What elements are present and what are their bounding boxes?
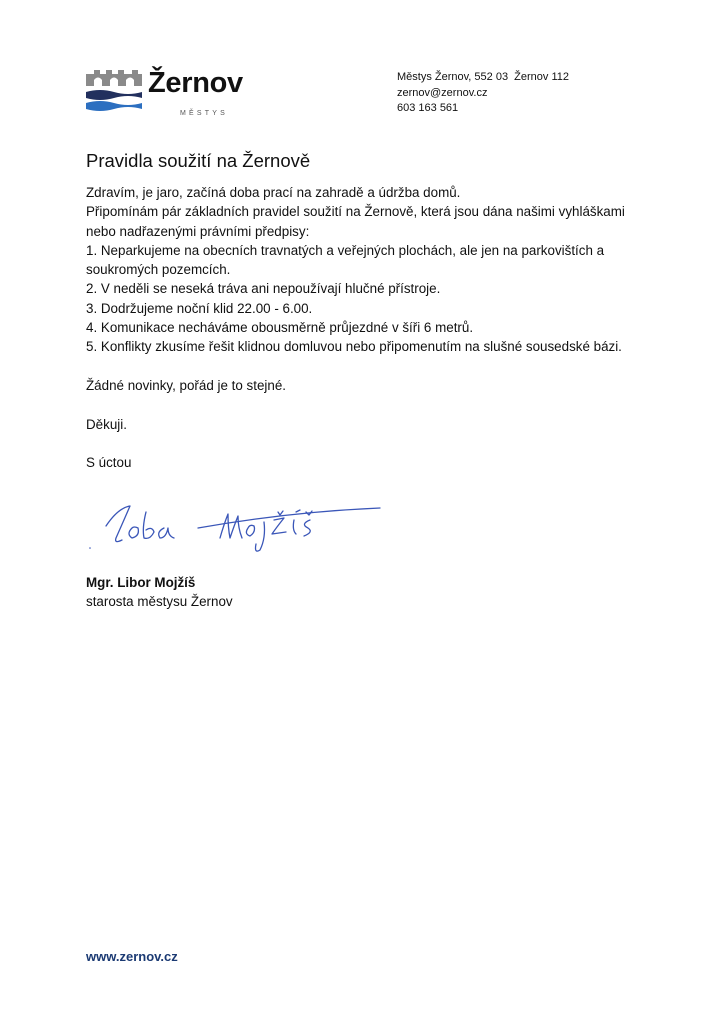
letter-title: Pravidla soužití na Žernově: [86, 150, 311, 171]
contact-phone[interactable]: 603 163 561: [397, 102, 459, 114]
rule-item: 2. V neděli se neseká tráva ani nepoužívají hlučné přístroje.: [86, 281, 441, 297]
closing-note: Žádné novinky, pořád je to stejné.: [86, 377, 286, 393]
paragraph: Připomínám pár základních pravidel soužití na Žernově, která jsou dána našimi vyhláškami: [86, 204, 625, 220]
handwritten-signature: [88, 498, 388, 558]
logo-subtitle: MĚSTYS: [180, 110, 228, 117]
signer-name: Mgr. Libor Mojžíš: [86, 575, 196, 590]
rule-item: 3. Dodržujeme noční klid 22.00 - 6.00.: [86, 300, 313, 316]
contact-email[interactable]: zernov@zernov.cz: [397, 86, 488, 99]
paragraph: Zdravím, je jaro, začíná doba prací na zahradě a údržba domů.: [86, 185, 461, 200]
thanks: Děkuji.: [86, 416, 127, 432]
footer-website-link[interactable]: www.zernov.cz: [86, 949, 178, 964]
logo: [86, 60, 276, 126]
rule-item: 5. Konflikty zkusíme řešit klidnou domluvou nebo připomenutím na slušné sousedské bázi.: [86, 339, 622, 355]
rule-item: 1. Neparkujeme na obecních travnatých a veřejných plochách, ale jen na parkovištích a: [86, 242, 605, 258]
logo-name: Žernov: [148, 67, 243, 99]
rule-item: soukromých pozemcích.: [86, 262, 231, 278]
rule-item: 4. Komunikace necháváme obousměrně průjezdné v šíři 6 metrů.: [86, 320, 474, 336]
paragraph: nebo nadřazenými právními předpisy:: [86, 223, 310, 239]
signer-block: [86, 573, 233, 612]
greeting: S úctou: [86, 455, 132, 471]
contact-address: Městys Žernov, 552 03 Žernov 112: [397, 71, 570, 83]
letter-body: [86, 183, 646, 472]
signer-role: starosta městysu Žernov: [86, 594, 233, 610]
contact-block: [397, 70, 569, 117]
town-emblem-icon: [86, 60, 146, 120]
